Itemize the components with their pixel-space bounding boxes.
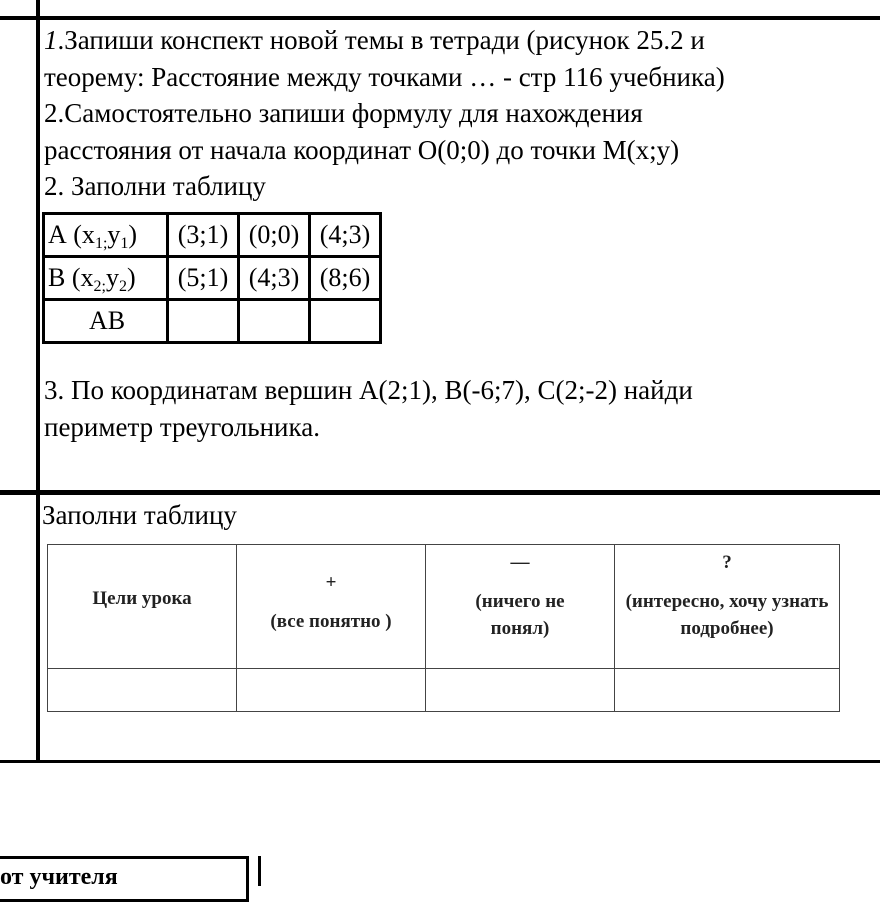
row-a-label: [44, 214, 168, 257]
question-symbol: ?: [722, 552, 732, 573]
label-text: у: [105, 263, 119, 292]
label-text: у: [107, 220, 121, 249]
header-question-text: (интересно, хочу узнать подробнее): [625, 591, 829, 639]
label-sub: 1: [120, 235, 129, 252]
header-minus-text: (ничего не понял): [475, 591, 565, 639]
answer-cell[interactable]: [426, 669, 615, 712]
table-cell-empty[interactable]: [239, 300, 310, 343]
table-row-ab: [44, 300, 381, 343]
reflection-header-row: [48, 545, 840, 669]
table-cell-empty[interactable]: [310, 300, 381, 343]
table-cell: (4;3): [310, 214, 381, 257]
frame-middle-line: [0, 490, 880, 495]
task-line-3: 2.Самостоятельно запиши формулу для нахождения: [44, 98, 643, 128]
answer-cell[interactable]: [48, 669, 237, 712]
table-cell-empty[interactable]: [168, 300, 239, 343]
label-text: А (х: [48, 220, 95, 249]
label-text: В (х: [48, 263, 94, 292]
coordinate-table: [42, 212, 382, 344]
answer-cell[interactable]: [615, 669, 840, 712]
answer-cell[interactable]: [237, 669, 426, 712]
label-text: ): [128, 220, 138, 249]
task-3-line-2: периметр треугольника.: [44, 411, 320, 442]
table-cell: (5;1): [168, 257, 239, 300]
header-plus: [237, 545, 426, 669]
task-instructions: [44, 22, 880, 205]
header-goals: [48, 545, 237, 669]
task-3: [44, 372, 693, 445]
header-minus: [426, 545, 615, 669]
task-line-1: [44, 22, 880, 59]
table-cell: (4;3): [239, 257, 310, 300]
reflection-table: [47, 544, 840, 712]
header-question: [615, 545, 840, 669]
table-cell: (3;1): [168, 214, 239, 257]
task-line-5: 2. Заполни таблицу: [44, 171, 266, 201]
task-line-1-text: .Запиши конспект новой темы в тетради (рисунок 25.2 и: [57, 25, 705, 55]
plus-symbol: +: [325, 571, 337, 593]
row-ab-label: АВ: [44, 300, 168, 343]
label-sub: 2: [118, 278, 127, 295]
task-line-2: теорему: Расстояние между точками … - стр 116 учебника): [44, 61, 725, 92]
task-3-line-1: 3. По координатам вершин А(2;1), В(-6;7), С(2;-2) найди: [44, 375, 693, 405]
table-cell: (0;0): [239, 214, 310, 257]
label-text: ): [126, 263, 136, 292]
teacher-box-edge: [258, 856, 261, 886]
reflection-answer-row: [48, 669, 840, 712]
row-b-label: [44, 257, 168, 300]
teacher-label: от учителя: [0, 864, 118, 890]
reflection-title: Заполни таблицу: [42, 500, 237, 530]
frame-left-line: [36, 0, 40, 762]
minus-symbol: —: [510, 552, 530, 573]
table-row-a: [44, 214, 381, 257]
label-sub: 2;: [93, 278, 106, 295]
task-line-4: расстояния от начала координат О(0;0) до точки М(х;у): [44, 134, 680, 165]
table-row-b: [44, 257, 381, 300]
table-cell: (8;6): [310, 257, 381, 300]
header-goals-text: Цели урока: [92, 588, 192, 609]
frame-bottom-line: [0, 760, 880, 763]
label-sub: 1;: [94, 235, 108, 252]
task-number: 1: [44, 25, 58, 55]
header-plus-text: (все понятно ): [270, 610, 392, 632]
frame-top-line: [0, 16, 880, 20]
